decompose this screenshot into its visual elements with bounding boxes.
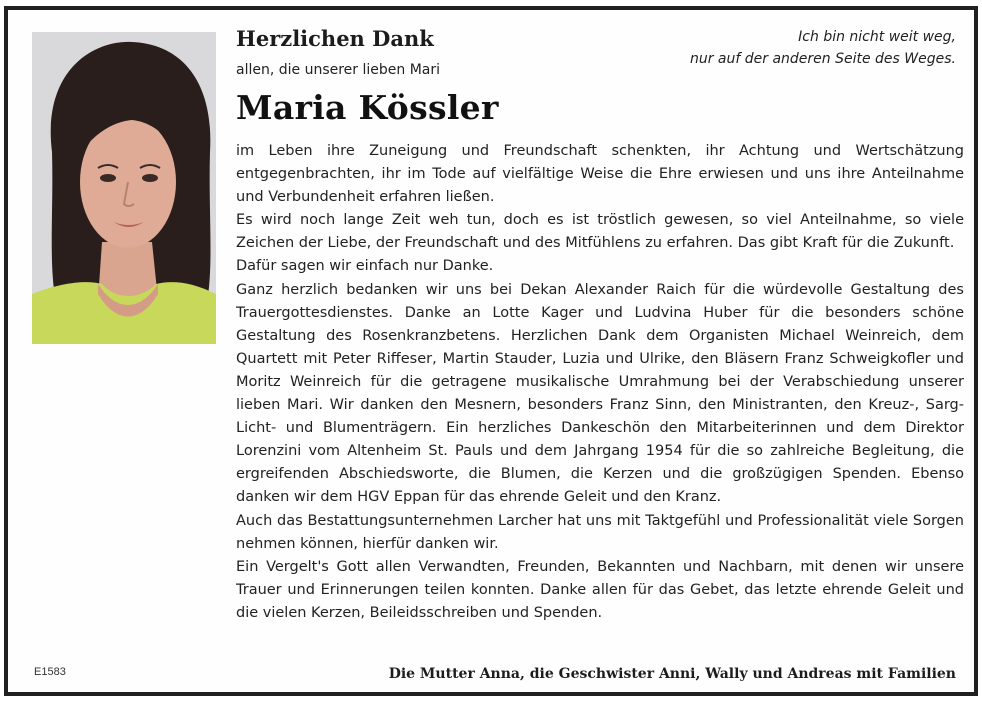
- intro-line: allen, die unserer lieben Mari: [236, 62, 441, 78]
- paragraph: Dafür sagen wir einfach nur Danke.: [236, 258, 494, 275]
- deceased-name: Maria Kössler: [236, 88, 499, 127]
- paragraph: Es wird noch lange Zeit weh tun, doch es ist tröstlich gewesen, so viel Anteilnahme, so viele Zeichen der Liebe, der Freundschaft und des Mitfühlens zu erfahren. Das gibt Kraft für die Zukunft.: [236, 212, 964, 252]
- quote-line-1: Ich bin nicht weit weg,: [798, 29, 956, 45]
- signature-line: Die Mutter Anna, die Geschwister Anni, Wally und Andreas mit Familien: [388, 666, 956, 682]
- ad-code: E1583: [34, 666, 66, 678]
- paragraph: Ganz herzlich bedanken wir uns bei Dekan Alexander Raich für die würdevolle Gestaltung des Trauergottesdienstes. Danke an Lotte Kager und Ludvina Huber für die besonders schöne Gestaltung des Rosenkranzbetens. Herzlichen Dank dem Organisten Michael Weinreich, dem Quartett mit Peter Riffeser, Martin Stauder, Luzia und Ulrike, den Bläsern Franz Schweigkofler und Moritz Weinreich für die getragene musikalische Umrahmung bei der Verabschiedung unserer lieben Mari. Wir danken den Mesnern, besonders Franz Sinn, den Ministranten, den Kreuz-, Sarg-Licht- und Blumenträgern. Ein herzliches Dankeschön den Mitarbeiterinnen und dem Direktor Lorenzini vom Altenheim St. Pauls und dem Jahrgang 1954 für die so zahlreiche Begleitung, die ergreifenden Abschiedsworte, die Blumen, die Kerzen und die großzügigen Spenden. Ebenso danken wir dem HGV Eppan für das ehrende Geleit und den Kranz.: [236, 281, 964, 506]
- paragraph: Ein Vergelt's Gott allen Verwandten, Freunden, Bekannten und Nachbarn, mit denen wir unsere Trauer und Erinnerungen teilen konnten. Danke allen für das Gebet, das letzte ehrende Geleit und die vielen Kerzen, Beileidsschreiben und Spenden.: [236, 558, 964, 621]
- quote: [690, 26, 956, 70]
- paragraph: Auch das Bestattungsunternehmen Larcher hat uns mit Taktgefühl und Professionalität viele Sorgen nehmen können, hierfür danken wir.: [236, 512, 964, 552]
- paragraph: im Leben ihre Zuneigung und Freundschaft schenkten, ihr Achtung und Wertschätzung entgegenbrachten, ihr im Tode auf vielfältige Weise die Ehre erwiesen und uns ihre Anteilnahme und Verbundenheit erfahren ließen.: [236, 143, 964, 206]
- portrait-photo: [32, 32, 216, 344]
- thanks-text: [236, 140, 964, 625]
- obituary-card: [4, 6, 978, 696]
- heading-thanks: Herzlichen Dank: [236, 26, 434, 51]
- quote-line-2: nur auf der anderen Seite des Weges.: [689, 51, 956, 67]
